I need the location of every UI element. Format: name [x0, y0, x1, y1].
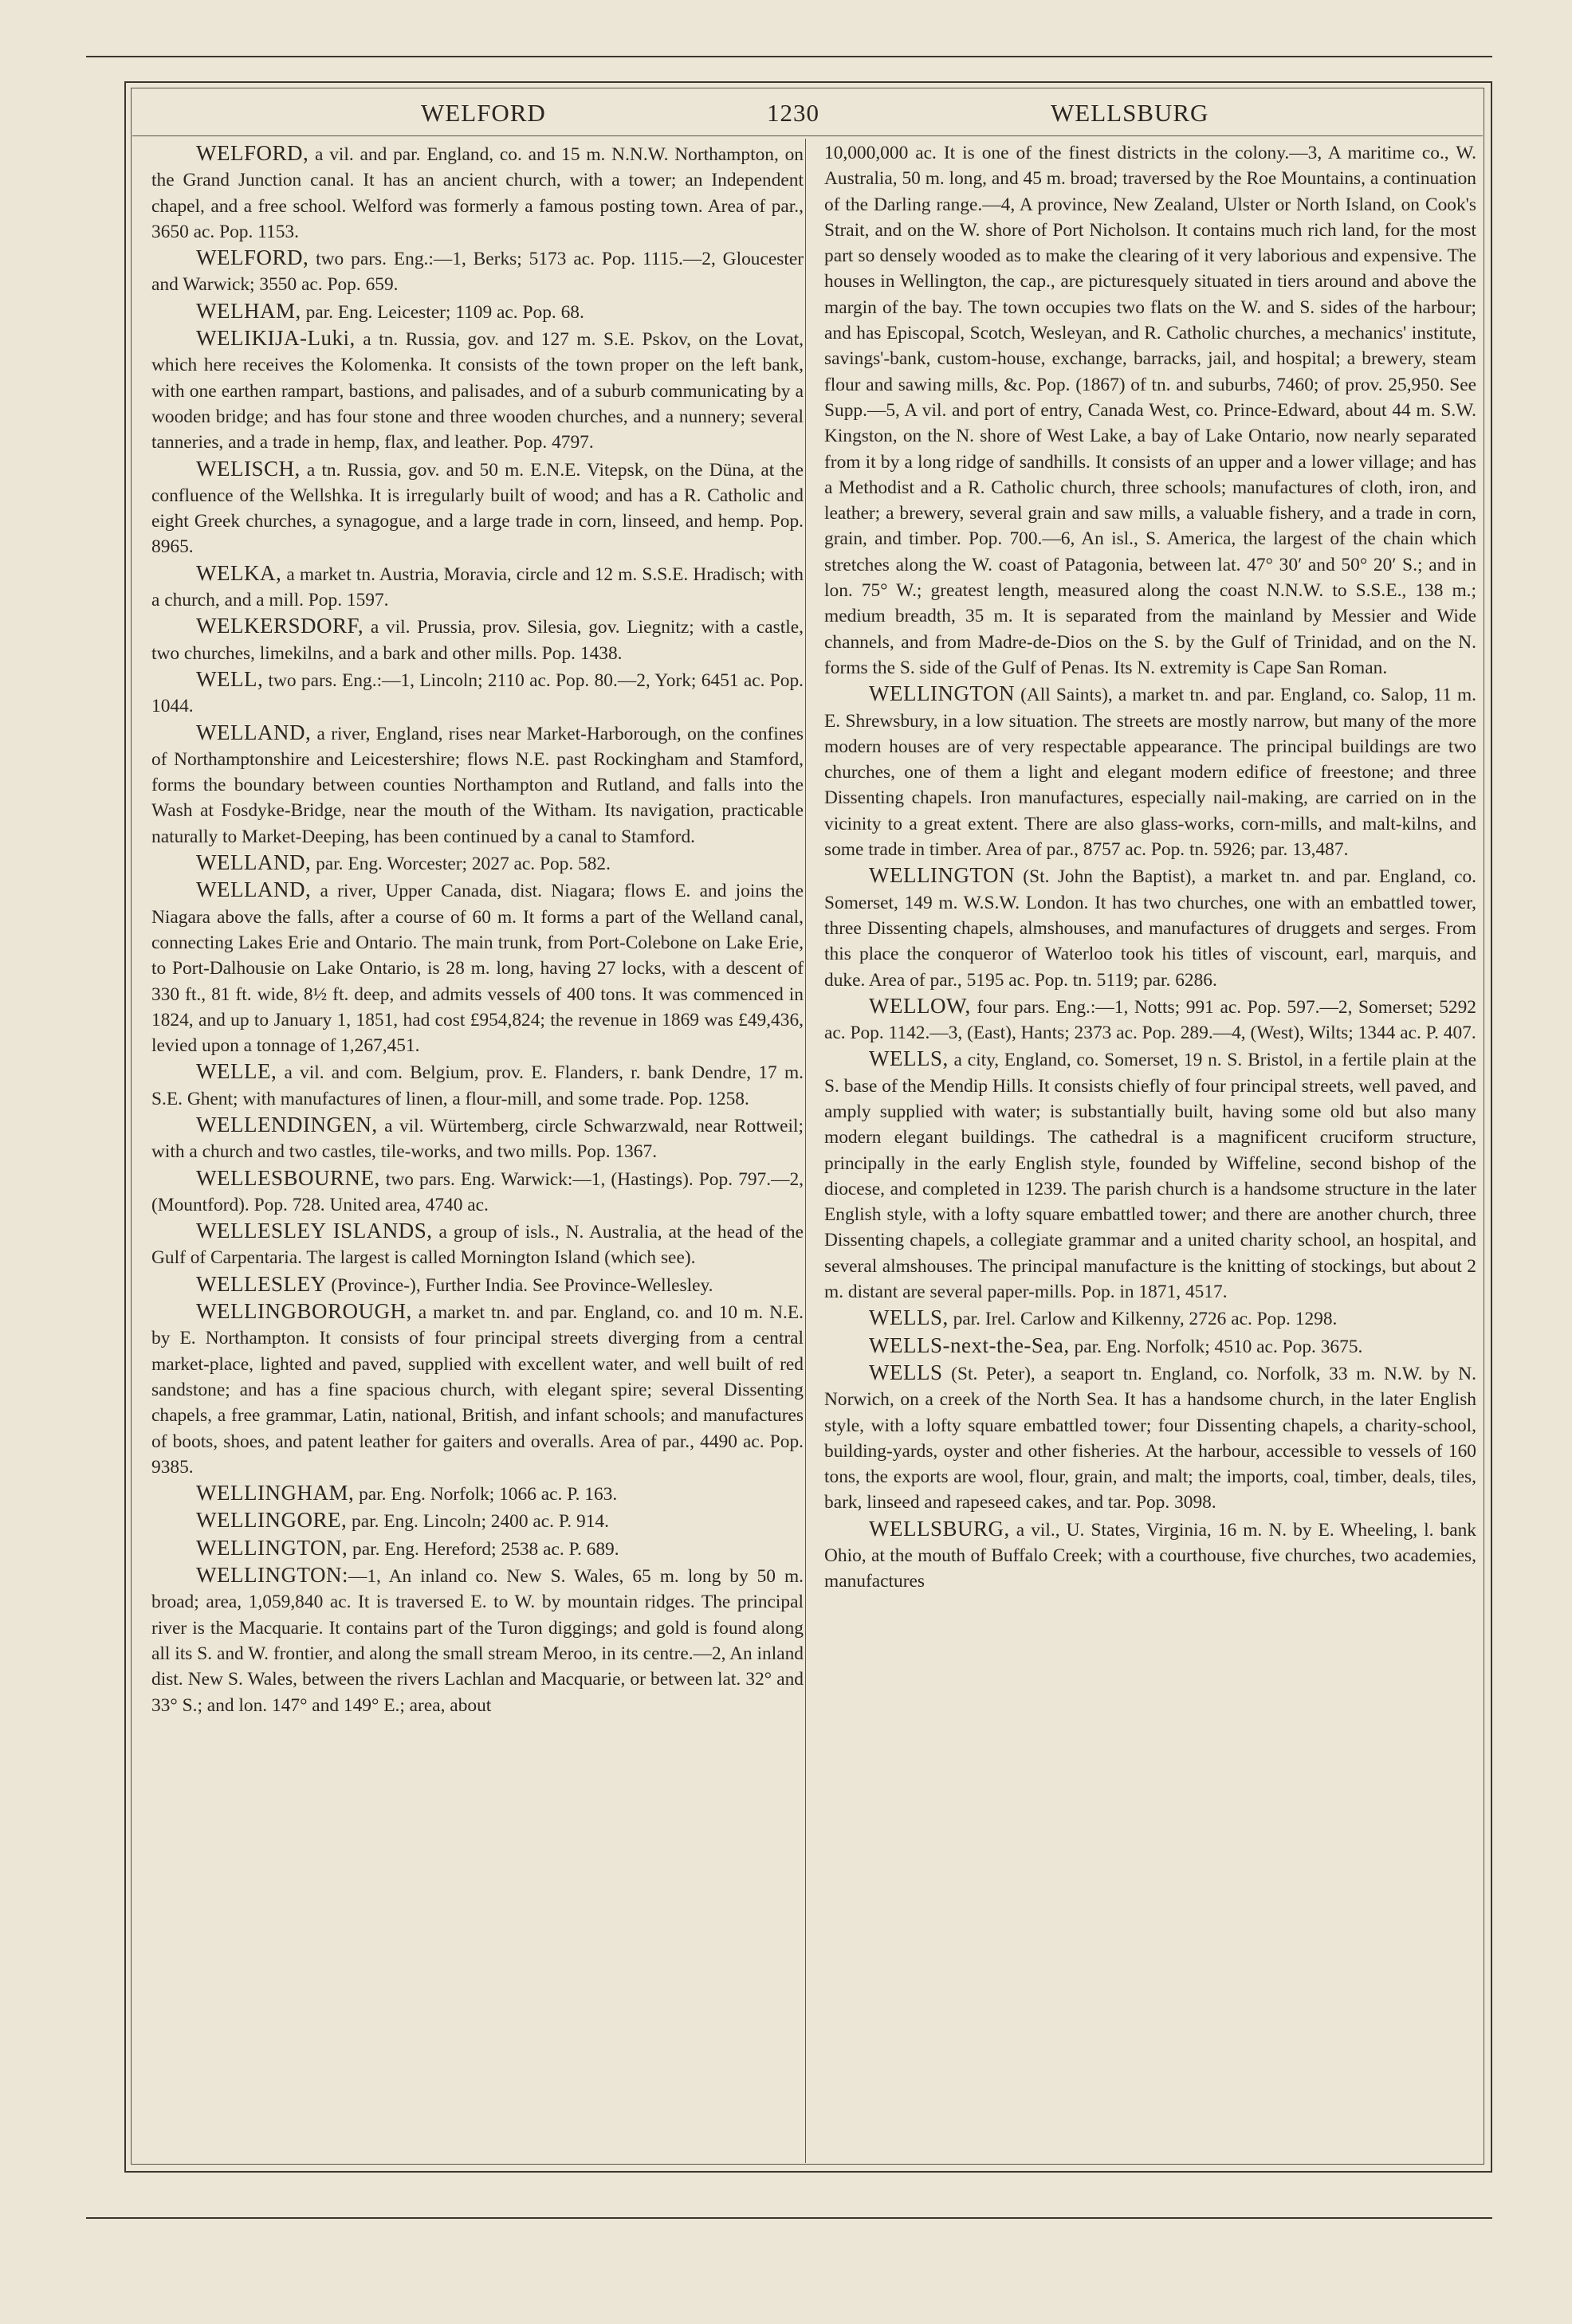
entry-headword: WELLESLEY ISLANDS, [196, 1219, 433, 1243]
entry-headword: WELLAND, [196, 877, 312, 902]
entry-headword: WELLS, [869, 1046, 949, 1071]
entry-headword: WELLINGTON, [196, 1535, 348, 1560]
entry-headword: WELLINGTON: [196, 1563, 348, 1588]
gazetteer-entry [824, 1516, 1476, 1595]
gazetteer-entry [151, 1271, 804, 1298]
entry-headword: WELL, [196, 666, 264, 691]
entry-headword: WELLSBURG, [869, 1516, 1010, 1541]
entry-headword: WELFORD, [196, 141, 309, 165]
entry-text: par. Eng. Norfolk; 4510 ac. Pop. 3675. [1069, 1336, 1363, 1357]
gazetteer-entry [824, 140, 1476, 681]
entry-text: par. Eng. Lincoln; 2400 ac. P. 914. [347, 1511, 609, 1533]
entry-headword: WELIKIJA-Luki, [196, 326, 356, 351]
entry-headword: WELLESLEY [196, 1271, 327, 1296]
entry-headword: WELLOW, [869, 993, 971, 1018]
column-divider [805, 139, 806, 2163]
gazetteer-entry [151, 1165, 804, 1219]
entry-headword: WELLENDINGEN, [196, 1112, 378, 1136]
entry-headword: WELHAM, [196, 298, 301, 323]
gazetteer-entry [151, 456, 804, 560]
entry-text: a vil. Prussia, prov. Silesia, gov. Liegnitz; with a castle, two churches, limekilns, and a bark and other mills. Pop. 1438. [151, 617, 804, 664]
entry-headword: WELLAND, [196, 850, 312, 875]
entry-headword: WELLINGTON [869, 681, 1015, 706]
entry-headword: WELLAND, [196, 720, 312, 744]
entry-headword: WELFORD, [196, 245, 309, 270]
entry-text: a group of isls., N. Australia, at the head of the Gulf of Carpentaria. The largest is called Mornington Island (which see). [151, 1222, 804, 1269]
entry-headword: WELKA, [196, 560, 282, 585]
gazetteer-entry [824, 993, 1476, 1046]
gazetteer-entry [151, 1218, 804, 1271]
entry-headword: WELLE, [196, 1059, 277, 1084]
entry-text: two pars. Eng.:—1, Berks; 5173 ac. Pop. 1115.—2, Gloucester and Warwick; 3550 ac. Pop. 659. [151, 249, 804, 296]
gazetteer-entry [151, 613, 804, 666]
entry-headword: WELLS [869, 1360, 943, 1384]
entry-text: a river, Upper Canada, dist. Niagara; flows E. and joins the Niagara above the falls, after a course of 60 m. It forms a part of the Welland canal, connecting Lakes Erie and Ontario. The main trunk, from Port-Colebone on Lake Erie, to Port-Dalhousie on Lake Ontario, is 28 m. long, having 27 locks, with a descent of 330 ft., 81 ft. wide, 8½ ft. deep, and admits vessels of 400 tons. It was commenced in 1824, and up to January 1, 1851, had cost £954,824; the revenue in 1869 was £49,436, levied upon a tonnage of 1,267,451. [151, 881, 804, 1057]
gazetteer-entry [151, 245, 804, 298]
gazetteer-entry [824, 1305, 1476, 1332]
header-left-word: WELFORD [421, 99, 546, 127]
gazetteer-entry [151, 877, 804, 1058]
gazetteer-entry [151, 1562, 804, 1718]
entry-text: a market tn. Austria, Moravia, circle and 12 m. S.S.E. Hradisch; with a church, and a mill. Pop. 1597. [151, 563, 804, 611]
gazetteer-entry [151, 1480, 804, 1507]
entry-headword: WELLINGBOROUGH, [196, 1299, 412, 1324]
entry-text: par. Eng. Worcester; 2027 ac. Pop. 582. [311, 854, 611, 875]
entry-text: a vil. and com. Belgium, prov. E. Flanders, r. bank Dendre, 17 m. S.E. Ghent; with manufactures of linen, a flour-mill, and some trade. Pop. 1258. [151, 1062, 804, 1109]
entry-text: par. Irel. Carlow and Kilkenny, 2726 ac. Pop. 1298. [948, 1309, 1338, 1330]
entry-text: a river, England, rises near Market-Harborough, on the confines of Northamptonshire and Leicestershire; flows N.E. past Rockingham and Stamford, forms the boundary between counties Northampton and Rutland, and falls into the Wash at Fosdyke-Bridge, near the mouth of the Witham. Its navigation, practicable naturally to Market-Deeping, has been continued by a canal to Stamford. [151, 723, 804, 847]
entry-text: 10,000,000 ac. It is one of the finest districts in the colony.—3, A maritime co., W. Australia, 50 m. long, and 45 m. broad; traversed by the Roe Mountains, a continuation of the Darling range.—4, A province, New Zealand, Ulster or North Island, on Cook's Strait, and on the W. shore of Port Nicholson. It contains much rich land, for the most part so densely wooded as to make the clearing of it very laborious and expensive. The houses in Wellington, the cap., are picturesquely situated in tiers around and above the margin of the bay. The town occupies two flats on the W. and S. sides of the harbour; and has Episcopal, Scotch, Wesleyan, and R. Catholic churches, a mechanics' institute, savings'-bank, custom-house, exchange, barracks, jail, and hospital; a brewery, steam flour and sawing mills, &c. Pop. (1867) of tn. and suburbs, 7460; of prov. 25,950. See Supp.—5, A vil. and port of entry, Canada West, co. Prince-Edward, about 44 m. S.W. Kingston, on the N. shore of West Lake, a bay of Lake Ontario, now nearly separated from it by a long ridge of sandhills. It consists of an upper and a lower village; and has a Methodist and a R. Catholic church, three schools; manufactures of cloth, iron, and leather; a brewery, several grain and saw mills, a valuable fishery, and a trade in corn, grain, and timber. Pop. 700.—6, An isl., S. America, the largest of the chain which stretches along the W. coast of Patagonia, between lat. 47° 30′ and 50° 20′ S.; and in lon. 75° W.; greatest length, measured along the coast N.N.W. to S.S.E., 138 m.; medium breadth, 35 m. It is separated from the mainland by Messier and Wide channels, and from Madre-de-Dios on the S. by the Gulf of Trinidad, and on the N. forms the S. side of the Gulf of Penas. Its N. extremity is Cape San Roman. [824, 143, 1476, 678]
entry-text: (St. Peter), a seaport tn. England, co. Norfolk, 33 m. N.W. by N. Norwich, on a creek of the North Sea. It has a handsome church, in the later English style, with a lofty square embattled tower; four Dissenting chapels, a charity-school, building-yards, oyster and other fisheries. At the harbour, accessible to vessels of 160 tons, the exports are wool, flour, grain, and malt; the imports, coal, timber, deals, tiles, bark, linseed and rapeseed cakes, and tar. Pop. 3098. [824, 1363, 1476, 1513]
header-right-word: WELLSBURG [1051, 99, 1209, 127]
gazetteer-entry [151, 140, 804, 245]
entry-headword: WELLESBOURNE, [196, 1165, 380, 1190]
entry-headword: WELLINGORE, [196, 1508, 348, 1533]
header-rule [132, 135, 1483, 136]
entry-headword: WELLINGHAM, [196, 1481, 355, 1505]
entry-text: par. Eng. Norfolk; 1066 ac. P. 163. [354, 1484, 618, 1505]
gazetteer-entry [824, 1360, 1476, 1516]
entry-text: (All Saints), a market tn. and par. England, co. Salop, 11 m. E. Shrewsbury, in a low situation. The streets are mostly narrow, but many of the more modern houses are of very respectable appearance. The principal buildings are two churches, one of them a light and elegant modern edifice of freestone; and three Dissenting chapels. Iron manufactures, especially nail-making, are carried on in the vicinity to a great extent. There are also glass-works, corn-mills, and malt-kilns, and some trade in timber. Area of par., 8757 ac. Pop. tn. 5926; par. 13,487. [824, 685, 1476, 861]
entry-text: par. Eng. Leicester; 1109 ac. Pop. 68. [301, 301, 584, 323]
entry-text: a tn. Russia, gov. and 127 m. S.E. Pskov, on the Lovat, which here receives the Kolomenka. It consists of the town proper on the left bank, with one earthen rampart, bastions, and palisades, and of a suburb communicating by a wooden bridge; and has four stone and three wooden churches, and a nunnery; several tanneries, and a trade in hemp, flax, and leather. Pop. 4797. [151, 329, 804, 453]
entry-text: —1, An inland co. New S. Wales, 65 m. long by 50 m. broad; area, 1,059,840 ac. It is traversed E. to W. by mountain ridges. The principal river is the Macquarie. It contains part of the Turon diggings; and gold is found along all its S. and W. frontier, and along the small stream Meroo, in its centre.—2, An inland dist. New S. Wales, between the rivers Lachlan and Macquarie, or between lat. 32° and 33° S.; and lon. 147° and 149° E.; area, about [151, 1566, 804, 1716]
right-column [824, 140, 1476, 2133]
entry-text: a vil. and par. England, co. and 15 m. N.N.W. Northampton, on the Grand Junction canal. It has an ancient church, with a tower; an Independent chapel, and a free school. Welford was formerly a famous posting town. Area of par., 3650 ac. Pop. 1153. [151, 144, 804, 242]
entry-text: a tn. Russia, gov. and 50 m. E.N.E. Vitepsk, on the Düna, at the confluence of the Wellshka. It is irregularly built of wood; and has a R. Catholic and eight Greek churches, a synagogue, and a large trade in corn, linseed, and hemp. Pop. 8965. [151, 459, 804, 558]
entry-text: two pars. Eng. Warwick:—1, (Hastings). Pop. 797.—2, (Mountford). Pop. 728. United area, 4740 ac. [151, 1168, 804, 1215]
entry-text: a city, England, co. Somerset, 19 n. S. Bristol, in a fertile plain at the S. base of the Mendip Hills. It consists chiefly of four principal streets, well paved, and amply supplied with water; is substantially built, having some old but also many modern elegant buildings. The cathedral is a magnificent cruciform structure, principally in the early English style, founded by Wiffeline, second bishop of the diocese, and completed in 1239. The parish church is a handsome structure in the later English style, with a lofty square embattled tower; and there are another church, three Dissenting chapels, a collegiate grammar and a united charity school, an hospital, and several almshouses. The principal manufacture is the knitting of stockings, but about 2 m. distant are several paper-mills. Pop. in 1871, 4517. [824, 1050, 1476, 1303]
entry-headword: WELLINGTON [869, 863, 1015, 888]
gazetteer-entry [151, 666, 804, 720]
gazetteer-entry [151, 1535, 804, 1562]
entry-headword: WELLS, [869, 1305, 949, 1330]
entry-headword: WELISCH, [196, 456, 301, 481]
gazetteer-entry [151, 560, 804, 614]
entry-text: (Province-), Further India. See Province-Wellesley. [326, 1274, 713, 1296]
gazetteer-entry [824, 1333, 1476, 1360]
entry-text: four pars. Eng.:—1, Notts; 991 ac. Pop. 597.—2, Somerset; 5292 ac. Pop. 1142.—3, (East), Hants; 2373 ac. Pop. 289.—4, (West), Wilts; 1344 ac. P. 407. [824, 996, 1476, 1044]
gazetteer-entry [824, 1046, 1476, 1305]
entry-headword: WELLS-next-the-Sea, [869, 1333, 1070, 1357]
entry-text: a market tn. and par. England, co. and 10 m. N.E. by E. Northampton. It consists of four principal streets diverging from a central market-place, lighted and paved, supplied with excellent water, and well built of red sandstone; and has a fine spacious church, with elegant spire; several Dissenting chapels, a free grammar, Latin, national, British, and infant schools; and manufactures of boots, shoes, and patent leather for gaiters and overalls. Area of par., 4490 ac. Pop. 9385. [151, 1302, 804, 1478]
gazetteer-entry [151, 720, 804, 850]
running-header [151, 97, 1467, 137]
page-number: 1230 [767, 99, 819, 127]
entry-text: (St. John the Baptist), a market tn. and par. England, co. Somerset, 149 m. W.S.W. London. It has two churches, one with an embattled tower, three Dissenting chapels, almshouses, and manufactures of druggets and serges. From this place the conqueror of Waterloo took his titles of viscount, earl, marquis, and duke. Area of par., 5195 ac. Pop. tn. 5119; par. 6286. [824, 866, 1476, 991]
entry-headword: WELKERSDORF, [196, 614, 364, 638]
gazetteer-entry [151, 1058, 804, 1112]
entry-text: two pars. Eng.:—1, Lincoln; 2110 ac. Pop. 80.—2, York; 6451 ac. Pop. 1044. [151, 669, 804, 717]
entry-text: par. Eng. Hereford; 2538 ac. P. 689. [348, 1538, 619, 1560]
gazetteer-entry [824, 862, 1476, 992]
gazetteer-entry [824, 681, 1476, 862]
gazetteer-entry [151, 850, 804, 877]
gazetteer-entry [151, 1112, 804, 1165]
gazetteer-entry [151, 298, 804, 325]
left-column [151, 140, 804, 2133]
entry-text: a vil., U. States, Virginia, 16 m. N. by E. Wheeling, l. bank Ohio, at the mouth of Buffalo Creek; with a courthouse, five churches, two academies, manufactures [824, 1519, 1476, 1592]
gazetteer-entry [151, 1298, 804, 1480]
gazetteer-entry [151, 325, 804, 455]
entry-text: a vil. Würtemberg, circle Schwarzwald, near Rottweil; with a church and two castles, tile-works, and two mills. Pop. 1367. [151, 1115, 804, 1163]
gazetteer-entry [151, 1507, 804, 1534]
